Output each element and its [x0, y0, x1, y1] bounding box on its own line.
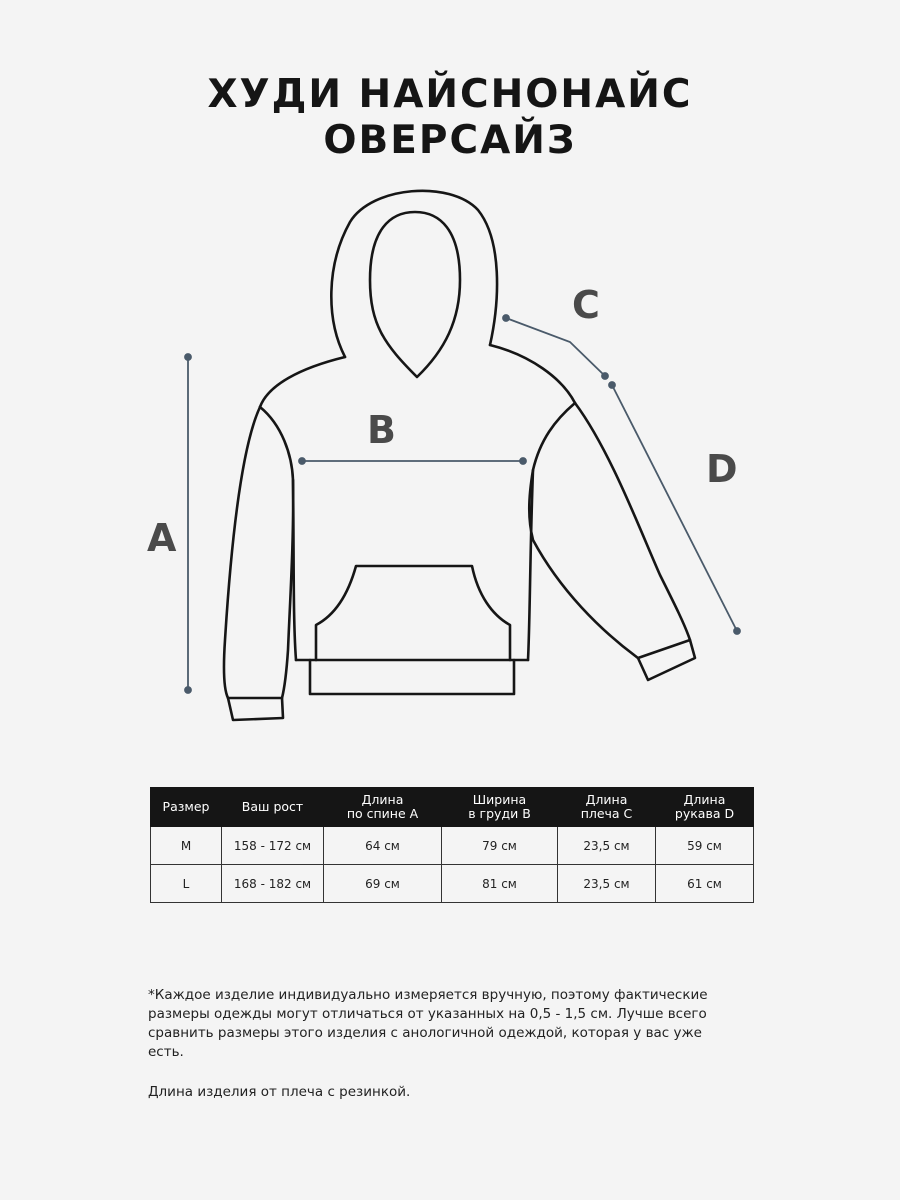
measure-dot-c-end: [602, 373, 608, 379]
measure-dot-d-end: [734, 628, 740, 634]
size-table: [150, 787, 754, 903]
left-sleeve-outer: [224, 407, 260, 698]
cell-back-length: 69 см: [324, 865, 442, 903]
measure-dot-a-bottom: [185, 687, 191, 693]
body-left-side: [293, 480, 296, 660]
measure-dot-b-left: [299, 458, 305, 464]
header-size: Размер: [151, 788, 222, 827]
measure-label-b: B: [367, 408, 396, 452]
measure-label-c: C: [572, 283, 600, 327]
disclaimer-line: *Каждое изделие индивидуально измеряется вручную, поэтому фактические: [148, 987, 708, 1003]
header-back-length: Длина по спине А: [324, 788, 442, 827]
measure-dot-c-start: [503, 315, 509, 321]
cell-shoulder-length: 23,5 см: [558, 865, 656, 903]
title-line-1: ХУДИ НАЙСНОНАЙС: [207, 72, 693, 117]
measure-label-a: A: [147, 516, 177, 560]
cell-size: M: [151, 827, 222, 865]
measure-dot-d-start: [609, 382, 615, 388]
header-height: Ваш рост: [222, 788, 324, 827]
size-table-header-row: [151, 788, 754, 827]
waistband: [310, 660, 514, 694]
right-cuff: [638, 640, 695, 680]
left-cuff: [228, 698, 283, 720]
measurement-disclaimer: [148, 986, 768, 1062]
length-note: Длина изделия от плеча с резинкой.: [148, 1084, 411, 1100]
disclaimer-line: размеры одежды могут отличаться от указанных на 0,5 - 1,5 см. Лучше всего: [148, 1006, 707, 1022]
right-shoulder: [490, 345, 575, 403]
disclaimer-line: есть.: [148, 1044, 184, 1060]
right-sleeve-inner: [529, 403, 638, 658]
cell-size: L: [151, 865, 222, 903]
measure-dot-a-top: [185, 354, 191, 360]
right-sleeve-outer: [575, 403, 690, 640]
cell-chest-width: 79 см: [442, 827, 558, 865]
cell-chest-width: 81 см: [442, 865, 558, 903]
cell-height: 168 - 182 см: [222, 865, 324, 903]
measure-dot-b-right: [520, 458, 526, 464]
hood-outline: [331, 191, 497, 357]
header-sleeve-length: Длина рукава D: [656, 788, 754, 827]
table-row: [151, 865, 754, 903]
cell-sleeve-length: 61 см: [656, 865, 754, 903]
left-shoulder: [260, 357, 345, 407]
left-sleeve-inner: [260, 407, 293, 698]
table-row: [151, 827, 754, 865]
measure-label-d: D: [706, 447, 738, 491]
title-line-2: ОВЕРСАЙЗ: [323, 118, 577, 163]
disclaimer-line: сравнить размеры этого изделия с анологичной одеждой, которая у вас уже: [148, 1025, 702, 1041]
cell-shoulder-length: 23,5 см: [558, 827, 656, 865]
header-shoulder-length: Длина плеча С: [558, 788, 656, 827]
cell-sleeve-length: 59 см: [656, 827, 754, 865]
cell-back-length: 64 см: [324, 827, 442, 865]
hood-opening: [370, 212, 460, 377]
header-chest-width: Ширина в груди В: [442, 788, 558, 827]
cell-height: 158 - 172 см: [222, 827, 324, 865]
kangaroo-pocket: [316, 566, 510, 660]
